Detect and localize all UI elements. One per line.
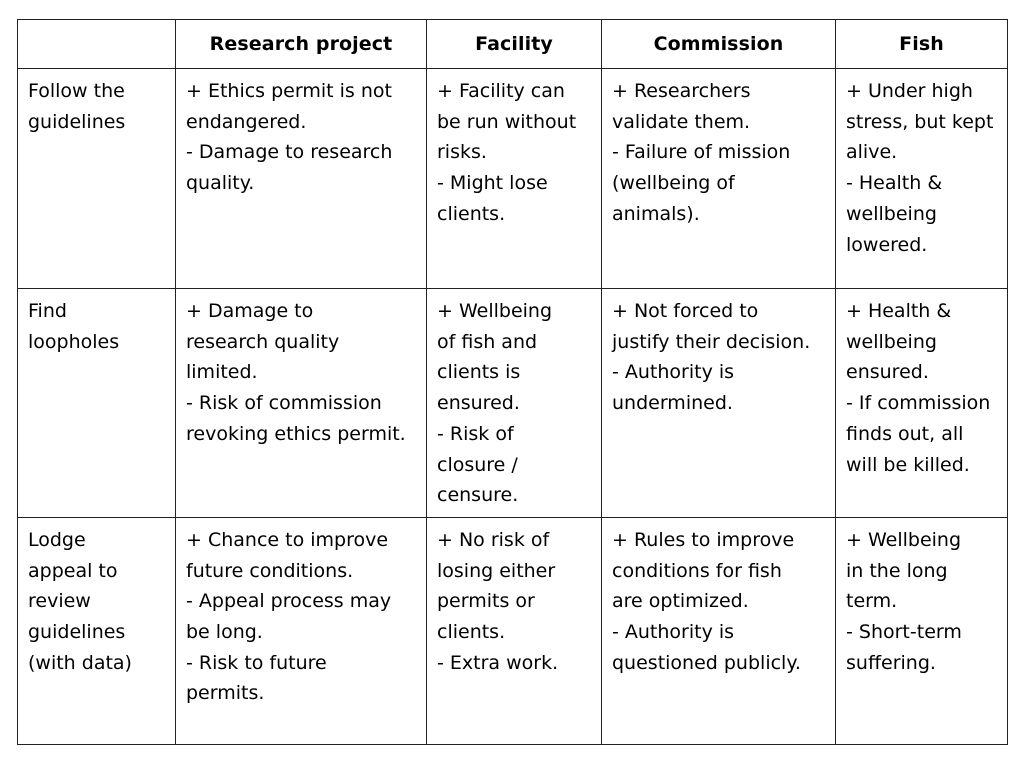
- cell-line: - Extra work.: [437, 651, 559, 674]
- cell-line: + Rules to improve: [612, 528, 795, 551]
- header-facility: Facility: [427, 20, 602, 69]
- facility-cell: [427, 289, 602, 518]
- cell-line: + Ethics permit is not: [186, 80, 392, 102]
- research-project-cell: [176, 69, 427, 289]
- cell-line: conditions for fish: [612, 559, 782, 582]
- cell-line: - Failure of mission: [612, 141, 791, 164]
- cell-line: + Health &: [846, 300, 952, 322]
- cell-line: revoking ethics permit.: [186, 422, 406, 445]
- cell-line: + Damage to: [186, 300, 314, 322]
- facility-cell: [427, 69, 602, 289]
- cell-line: + Chance to improve: [186, 528, 389, 551]
- cell-line: endangered.: [186, 110, 307, 133]
- cell-line: quality.: [186, 172, 255, 195]
- fish-cell: [836, 289, 1008, 518]
- cell-line: future conditions.: [186, 559, 354, 582]
- comparison-table: [17, 19, 1008, 745]
- research-project-cell: [176, 289, 427, 518]
- cell-line: (wellbeing of: [612, 172, 735, 195]
- cell-line: losing either: [437, 559, 556, 582]
- row-label-line: appeal to: [28, 559, 118, 582]
- header-commission: Commission: [602, 20, 836, 69]
- cell-line: permits or: [437, 590, 535, 613]
- row-label-line: Find: [28, 300, 67, 322]
- cell-line: undermined.: [612, 392, 733, 415]
- cell-line: closure /: [437, 453, 518, 476]
- row-label-cell: [18, 517, 176, 744]
- commission-cell: [602, 69, 836, 289]
- cell-line: wellbeing: [846, 202, 937, 225]
- header-research-project: Research project: [176, 20, 427, 69]
- cell-line: be run without: [437, 110, 577, 133]
- header-fish: Fish: [836, 20, 1008, 69]
- cell-line: - Authority is: [612, 361, 735, 384]
- fish-cell: [836, 69, 1008, 289]
- cell-line: + Wellbeing: [846, 528, 962, 551]
- cell-line: term.: [846, 590, 898, 613]
- cell-line: - Appeal process may: [186, 590, 392, 613]
- row-label-line: guidelines: [28, 621, 126, 644]
- commission-cell: [602, 289, 836, 518]
- cell-line: + Under high: [846, 80, 973, 102]
- cell-line: + Wellbeing: [437, 300, 553, 322]
- cell-line: justify their decision.: [612, 330, 811, 353]
- cell-line: in the long: [846, 559, 948, 582]
- header-corner-cell: [18, 20, 176, 69]
- cell-line: ensured.: [437, 392, 520, 415]
- research-project-cell: [176, 517, 427, 744]
- table-row: [18, 289, 1008, 518]
- table-row: [18, 517, 1008, 744]
- cell-line: alive.: [846, 141, 898, 164]
- cell-line: clients.: [437, 621, 506, 644]
- row-label-cell: [18, 289, 176, 518]
- cell-line: + Facility can: [437, 80, 565, 102]
- cell-line: lowered.: [846, 233, 928, 256]
- cell-line: questioned publicly.: [612, 651, 801, 674]
- cell-line: wellbeing: [846, 330, 937, 353]
- cell-line: + Researchers: [612, 80, 751, 102]
- cell-line: + No risk of: [437, 528, 550, 551]
- cell-line: clients is: [437, 361, 521, 384]
- row-label-line: Follow the: [28, 80, 125, 102]
- row-label-cell: [18, 69, 176, 289]
- row-label-line: (with data): [28, 651, 132, 674]
- cell-line: limited.: [186, 361, 258, 384]
- cell-line: ensured.: [846, 361, 929, 384]
- cell-line: of fish and: [437, 330, 538, 353]
- cell-line: - Risk to future: [186, 651, 327, 674]
- row-label-line: guidelines: [28, 110, 126, 133]
- cell-line: research quality: [186, 330, 340, 353]
- cell-line: finds out, all: [846, 422, 964, 445]
- cell-line: - If commission: [846, 392, 991, 415]
- cell-line: permits.: [186, 682, 265, 705]
- cell-line: - Damage to research: [186, 141, 393, 164]
- commission-cell: [602, 517, 836, 744]
- fish-cell: [836, 517, 1008, 744]
- cell-line: suffering.: [846, 651, 936, 674]
- cell-line: + Not forced to: [612, 300, 759, 322]
- cell-line: clients.: [437, 202, 506, 225]
- cell-line: risks.: [437, 141, 487, 164]
- cell-line: censure.: [437, 484, 519, 507]
- cell-line: - Short-term: [846, 621, 962, 644]
- cell-line: stress, but kept: [846, 110, 994, 133]
- row-label-line: Lodge: [28, 528, 86, 551]
- cell-line: - Risk of commission: [186, 392, 382, 415]
- cell-line: - Health &: [846, 172, 943, 195]
- cell-line: - Might lose: [437, 172, 548, 195]
- facility-cell: [427, 517, 602, 744]
- cell-line: will be killed.: [846, 453, 970, 476]
- cell-line: validate them.: [612, 110, 751, 133]
- header-row: [18, 20, 1008, 69]
- cell-line: are optimized.: [612, 590, 749, 613]
- cell-line: - Authority is: [612, 621, 735, 644]
- table-row: [18, 69, 1008, 289]
- cell-line: be long.: [186, 621, 263, 644]
- cell-line: animals).: [612, 202, 700, 225]
- row-label-line: review: [28, 590, 91, 613]
- cell-line: - Risk of: [437, 422, 514, 445]
- row-label-line: loopholes: [28, 330, 120, 353]
